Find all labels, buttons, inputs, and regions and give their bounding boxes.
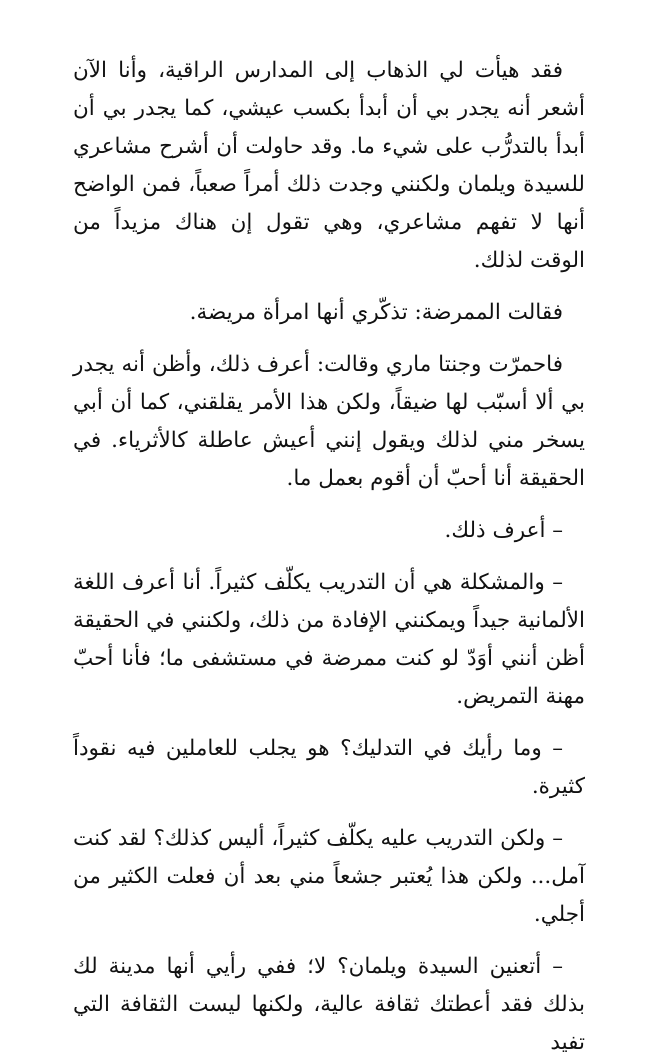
paragraph-8: – أتعنين السيدة ويلمان؟ لا؛ ففي رأيي أنها مدينة لك بذلك فقد أعطتك ثقافة عالية، ولكنها ليست الثقافة التي تفيد [73,954,585,1055]
paragraph-3: فاحمرّت وجنتا ماري وقالت: أعرف ذلك، وأظن أنه يجدر بي ألا أسبّب لها ضيقاً، ولكن هذا الأمر يقلقني، كما أن أبي يسخر مني لذلك ويقول إنني أعيش عاطلة كالأثرياء. في الحقيقة أنا أحبّ أن أقوم بعمل ما. [73,352,585,491]
paragraph-6: – وما رأيك في التدليك؟ هو يجلب للعاملين فيه نقوداً كثيرة. [73,736,585,799]
paragraph-4: – أعرف ذلك. [444,518,563,543]
paragraph-2: فقالت الممرضة: تذكّري أنها امرأة مريضة. [189,300,563,325]
paragraph-5: – والمشكلة هي أن التدريب يكلّف كثيراً. أنا أعرف اللغة الألمانية جيداً ويمكنني الإفادة من ذلك، ولكنني في الحقيقة أظن أنني أوَدّ لو كنت ممرضة في مستشفى ما؛ فأنا أحبّ مهنة التمريض. [73,570,585,709]
paragraph-7: – ولكن التدريب عليه يكلّف كثيراً، أليس كذلك؟ لقد كنت آمل... ولكن هذا يُعتبر جشعاً مني بعد أن فعلت الكثير من أجلي. [73,826,585,927]
paragraph-1: فقد هيأت لي الذهاب إلى المدارس الراقية، وأنا الآن أشعر أنه يجدر بي أن أبدأ بكسب عيشي، كما يجدر بي أن أبدأ بالتدرُّب على شيء ما. وقد حاولت أن أشرح مشاعري للسيدة ويلمان ولكنني وجدت ذلك أمراً صعباً، فمن الواضح أنها لا تفهم مشاعري، وهي تقول إن هناك مزيداً من الوقت لذلك. [73,58,585,273]
